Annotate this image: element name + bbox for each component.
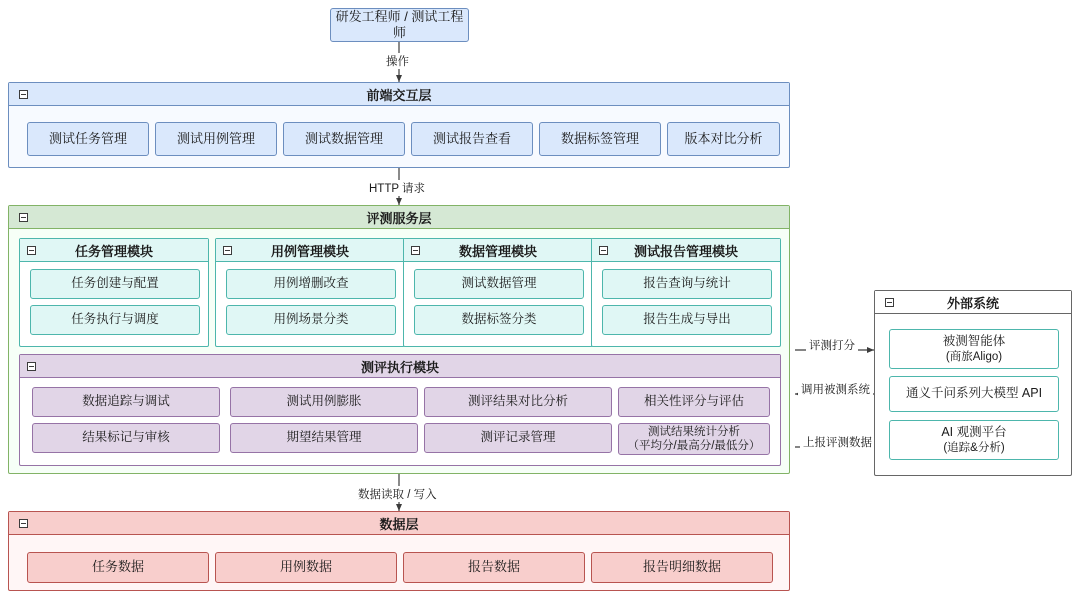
service-layer xyxy=(8,205,790,474)
data-item-0[interactable]: 任务数据 xyxy=(27,552,209,583)
service-module-1-title: 用例管理模块 xyxy=(270,243,349,259)
exec-item-3[interactable]: 相关性评分与评估 xyxy=(618,387,770,417)
service-module-0-title: 任务管理模块 xyxy=(74,243,153,259)
external-item-0-sub: (商旅Aligo) xyxy=(945,350,1003,363)
frontend-item-0[interactable]: 测试任务管理 xyxy=(27,122,149,156)
external-item-1[interactable]: 通义千问系列大模型 API xyxy=(889,376,1059,412)
edge-label-invoke-sut: 调用被测系统 xyxy=(798,381,873,397)
edge-label-report-data: 上报评测数据 xyxy=(800,434,875,450)
data-layer xyxy=(8,511,790,591)
service-module-3-item-0[interactable]: 报告查询与统计 xyxy=(602,269,772,299)
frontend-item-4[interactable]: 数据标签管理 xyxy=(539,122,661,156)
frontend-item-1[interactable]: 测试用例管理 xyxy=(155,122,277,156)
edge-label-http-request: HTTP 请求 xyxy=(366,180,428,196)
service-module-1 xyxy=(215,238,405,347)
data-item-2[interactable]: 报告数据 xyxy=(403,552,585,583)
external-system xyxy=(874,290,1072,476)
service-module-3-item-1[interactable]: 报告生成与导出 xyxy=(602,305,772,335)
data-item-3[interactable]: 报告明细数据 xyxy=(591,552,773,583)
service-module-3-title: 测试报告管理模块 xyxy=(633,243,738,259)
edge-label-operate: 操作 xyxy=(383,53,412,69)
service-module-2-title: 数据管理模块 xyxy=(458,243,537,259)
exec-item-2[interactable]: 测评结果对比分析 xyxy=(424,387,612,417)
exec-module xyxy=(19,354,781,466)
frontend-layer-title: 前端交互层 xyxy=(366,87,432,103)
service-module-1-item-1[interactable]: 用例场景分类 xyxy=(226,305,396,335)
service-module-2-item-0[interactable]: 测试数据管理 xyxy=(414,269,584,299)
data-item-1[interactable]: 用例数据 xyxy=(215,552,397,583)
exec-item-5[interactable]: 期望结果管理 xyxy=(230,423,418,453)
edge-label-data-read-write: 数据读取 / 写入 xyxy=(355,486,440,502)
exec-module-title: 测评执行模块 xyxy=(360,359,439,375)
exec-item-7-label: 测试结果统计分析 xyxy=(648,425,740,438)
frontend-item-2[interactable]: 测试数据管理 xyxy=(283,122,405,156)
exec-item-6[interactable]: 测评记录管理 xyxy=(424,423,612,453)
service-module-2 xyxy=(403,238,593,347)
external-item-2[interactable] xyxy=(889,420,1059,460)
service-module-0-item-0[interactable]: 任务创建与配置 xyxy=(30,269,200,299)
exec-item-0[interactable]: 数据追踪与调试 xyxy=(32,387,220,417)
exec-item-1[interactable]: 测试用例膨胀 xyxy=(230,387,418,417)
external-item-0-label: 被测智能体 xyxy=(942,334,1006,348)
exec-item-7-sub: （平均分/最高分/最低分） xyxy=(627,440,761,452)
service-module-1-item-0[interactable]: 用例增删改查 xyxy=(226,269,396,299)
frontend-item-3[interactable]: 测试报告查看 xyxy=(411,122,533,156)
exec-item-7[interactable] xyxy=(618,423,770,455)
external-item-0[interactable] xyxy=(889,329,1059,369)
service-layer-title: 评测服务层 xyxy=(366,210,432,226)
frontend-item-5[interactable]: 版本对比分析 xyxy=(667,122,780,156)
edge-label-score: 评测打分 xyxy=(806,337,858,353)
service-module-0-item-1[interactable]: 任务执行与调度 xyxy=(30,305,200,335)
data-layer-title: 数据层 xyxy=(379,516,419,532)
exec-item-4[interactable]: 结果标记与审核 xyxy=(32,423,220,453)
external-system-title: 外部系统 xyxy=(946,295,999,311)
service-module-3 xyxy=(591,238,781,347)
external-item-2-sub: (追踪&分析) xyxy=(943,441,1005,454)
service-module-0 xyxy=(19,238,209,347)
service-module-2-item-1[interactable]: 数据标签分类 xyxy=(414,305,584,335)
actor-node: 研发工程师 / 测试工程师 xyxy=(330,8,469,42)
frontend-layer xyxy=(8,82,790,168)
external-item-2-label: AI 观测平台 xyxy=(941,425,1007,439)
